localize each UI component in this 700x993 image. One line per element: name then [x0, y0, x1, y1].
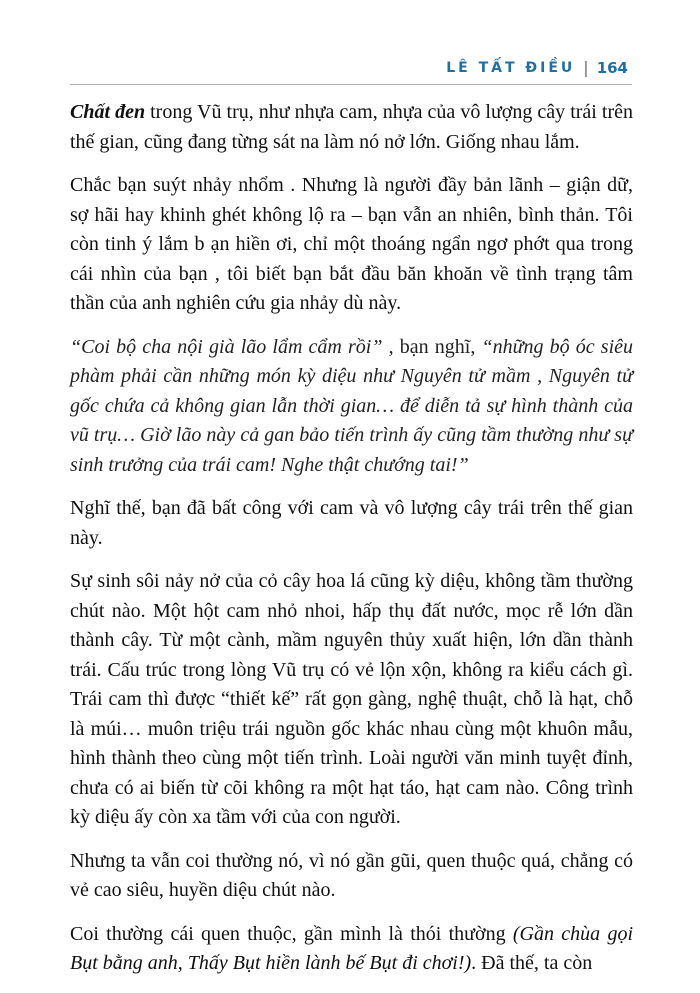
paragraph-6: Nhưng ta vẫn coi thường nó, vì nó gần gũi, quen thuộc quá, chẳng có vẻ cao siêu, huyền diệu chút nào.	[70, 849, 633, 901]
paragraph-1	[70, 98, 633, 157]
paragraph-3-quote	[70, 333, 633, 481]
quote-1: “Coi bộ cha nội già lão lẩm cẩm rồi”	[70, 335, 383, 358]
quote-2: “những bộ óc siêu phàm phải cần những món kỳ diệu như Nguyên tử mầm , Nguyên tử gốc chứa cả không gian lẫn thời gian… để diễn tả sự hình thành của vũ trụ… Giờ lão này cả gan bảo tiến trình ấy cũng tầm thường như sự sinh trưởng của trái cam! Nghe thật chướng tai!”	[70, 335, 634, 476]
paragraph-7-start: Coi thường cái quen thuộc, gần mình là thói thường	[70, 922, 513, 945]
paragraph-7-proverb: (Gần chùa gọi Bụt bằng anh, Thấy Bụt hiền lành bế Bụt đi chơi!)	[70, 922, 634, 974]
paragraph-1-text: trong Vũ trụ, như nhựa cam, nhựa của vô lượng cây trái trên thế gian, cũng đang từng sát na làm nó nở lớn. Giống nhau lắm.	[70, 101, 633, 153]
header-separator: |	[583, 58, 589, 77]
paragraph-2: Chắc bạn suýt nhảy nhổm . Nhưng là người đầy bản lãnh – giận dữ, sợ hãi hay khinh ghét không lộ ra – bạn vẫn an nhiên, bình thản. Tôi còn tinh ý lắm b ạn hiền ơi, chỉ một thoáng ngẩn ngơ phớt qua trong cái nhìn của bạn , tôi biết bạn bắt đầu băn khoăn về tình trạng tâm thần của anh nghiên cứu gia nhảy dù này.	[70, 174, 633, 314]
body-text	[70, 98, 633, 993]
running-header	[446, 58, 628, 77]
paragraph-7-end: . Đã thế, ta còn	[471, 952, 593, 974]
paragraph-7	[70, 920, 633, 979]
header-rule	[70, 84, 632, 85]
header-author: LÊ TẤT ĐIỀU	[446, 59, 576, 76]
lead-term: Chất đen	[70, 101, 146, 123]
paragraph-5: Sự sinh sôi nảy nở của cỏ cây hoa lá cũng kỳ diệu, không tầm thường chút nào. Một hột cam nhỏ nhoi, hấp thụ đất nước, mọc rễ lớn dần thành cây. Từ một cành, mầm nguyên thủy xuất hiện, lớn dần thành trái. Cấu trúc trong lòng Vũ trụ có vẻ lộn xộn, không ra kiểu cách gì. Trái cam thì được “thiết kế” rất gọn gàng, nghệ thuật, chỗ là hạt, chỗ là múi… muôn triệu trái nguồn gốc khác nhau cùng một khuôn mẫu, hình thành theo cùng một tiến trình. Loài người văn minh tuyệt đỉnh, chưa có ai biến từ cõi không ra một hạt táo, hạt cam nào. Công trình kỳ diệu ấy còn xa tầm với của con người.	[70, 570, 633, 828]
quote-attribution: , bạn nghĩ,	[382, 335, 482, 358]
paragraph-4: Nghĩ thế, bạn đã bất công với cam và vô lượng cây trái trên thế gian này.	[70, 497, 633, 549]
page-number: 164	[596, 58, 628, 77]
